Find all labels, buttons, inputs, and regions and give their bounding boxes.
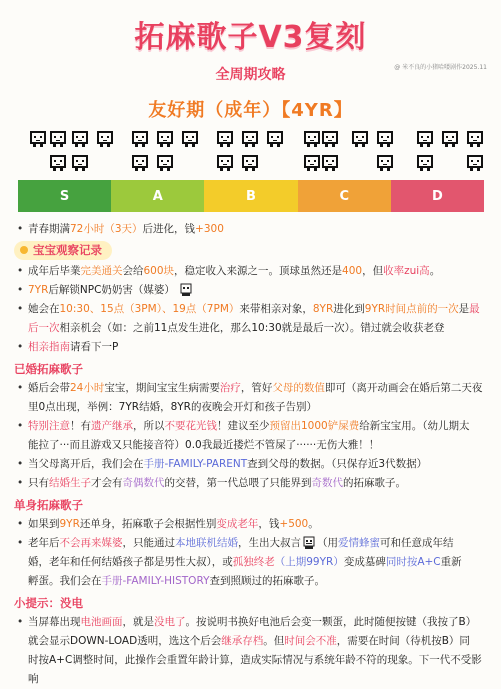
info-line: • 婚后会带24小时宝宝，期间宝宝生病需要治疗，管好父母的数值即可（离开动画会在婚后第二天夜 (14, 379, 488, 398)
character-sprites (20, 130, 482, 178)
pixel-character-icon (28, 130, 48, 148)
pixel-character-icon (215, 130, 235, 148)
info-line-cont: 孵蛋。我们会在手册-FAMILY-HISTORY查到照顾过的拓麻歌子。 (28, 575, 325, 587)
pixel-character-icon (465, 130, 485, 148)
pixel-character-icon (48, 130, 68, 148)
pixel-character-icon (70, 130, 90, 148)
pixel-character-icon (48, 154, 68, 172)
grade-b: B (204, 180, 297, 212)
pixel-character-icon (302, 154, 322, 172)
info-line: • 她会在10:30、15点（3PM）、19点（7PM）来带相亲对象，8YR进化到9YR时间点前的一次是最 (14, 300, 488, 319)
pixel-character-icon (375, 130, 395, 148)
pixel-character-icon (265, 130, 285, 148)
info-line: • 只有结婚生子才会有奇偶数代的交替，第一代总喂了只能界到奇数代的拓麻歌子。 (14, 474, 488, 493)
pixel-character-icon (240, 154, 260, 172)
pixel-character-icon (350, 130, 370, 148)
info-line: • 相亲指南请看下一P (14, 338, 488, 357)
info-line: • 如果到9YR还单身，拓麻歌子会根据性别变成老年，钱+500。 (14, 515, 488, 534)
info-line: • 成年后毕業完美通关会给600块，稳定收入来源之一。顶球虽然还是400，但收率zui高。 (14, 262, 488, 281)
info-line-cont: 就会显示DOWN-LOAD透明，选这个后会继承存档。但时间会不准，需要在时间（待机按B）同 (28, 635, 470, 647)
pixel-character-icon (130, 154, 150, 172)
grandma-sprite-icon (178, 283, 194, 297)
grade-bar (18, 180, 484, 212)
uncle-sprite-icon (301, 536, 317, 550)
info-line-cont: 里0点出现，举例：7YR结婚，8YR的夜晚会开灯和孩子告别） (28, 401, 317, 413)
page-title: 拓麻歌子V3复刻 (134, 20, 367, 55)
pixel-character-icon (415, 130, 435, 148)
pixel-character-icon (375, 154, 395, 172)
info-line-cont: 时按A+C调整时间，此操作会重置年龄计算，造成实际情况与系统年龄不符的现象。下一代不受影 (28, 654, 482, 666)
observation-pill: 宝宝观察记录 (14, 239, 488, 262)
pixel-character-icon (155, 154, 175, 172)
info-line: • 当屏幕出现电池画面，就是没电了。按说明书换好电池后会变一颗蛋，此时随便按键（我按了B） (14, 613, 488, 632)
section-married: 已婚拓麻歌子 (14, 362, 83, 376)
info-line: • 7YR后解锁NPC奶奶害（媒婆） (14, 281, 488, 300)
section-tips: 小提示：没电 (14, 596, 83, 610)
pixel-character-icon (320, 154, 340, 172)
info-line: • 青春期满72小时（3天）后进化，钱+300 (14, 220, 488, 239)
watermark: @ 米不良的小猪哈喽剧作2025.11 (394, 64, 487, 71)
info-line-cont: 婚，老年和任何结婚孩子都是男性大叔），或孤独终老（上期99YR）变成墓碑同时按A+C重新 (28, 556, 462, 568)
pixel-character-icon (302, 130, 322, 148)
pixel-character-icon (180, 130, 200, 148)
info-line: • 老年后不会再来媒婆，只能通过本地联机结婚，生出大叔言 （用爱情蜂蜜可和任意成年结 (14, 534, 488, 553)
grade-a: A (111, 180, 204, 212)
grade-s: S (18, 180, 111, 212)
info-line-cont: 能拉了···而且游戏又只能接音符）0.0我最近搂烂不管屎了······无伤大雅！！ (28, 439, 380, 451)
pixel-character-icon (155, 130, 175, 148)
info-line: • 当父母离开后，我们会在手册-FAMILY-PARENT查到父母的数据。（只保存近3代数据） (14, 455, 488, 474)
page-subtitle: 全周期攻略 (215, 67, 286, 83)
pixel-character-icon (440, 130, 460, 148)
pixel-character-icon (415, 154, 435, 172)
info-line: • 特别注意！有遗产继承，所以不要花光钱！建议至少预留出1000铲屎费给新宝宝用。（幼儿期太 (14, 417, 488, 436)
pixel-character-icon (70, 154, 90, 172)
info-line-cont: 响 (28, 673, 39, 685)
section-single: 单身拓麻歌子 (14, 498, 83, 512)
pixel-character-icon (465, 154, 485, 172)
pixel-character-icon (240, 130, 260, 148)
pixel-character-icon (320, 130, 340, 148)
stage-heading: 友好期（成年）【4YR】 (148, 100, 353, 121)
grade-c: C (298, 180, 391, 212)
guide-content (14, 220, 488, 689)
pixel-character-icon (215, 154, 235, 172)
pixel-character-icon (130, 130, 150, 148)
pixel-character-icon (95, 130, 115, 148)
info-line-cont: 后一次相亲机会（如：之前11点发生进化，那么10:30就是最后一次）。错过就会收获老登 (28, 322, 445, 334)
grade-d: D (391, 180, 484, 212)
